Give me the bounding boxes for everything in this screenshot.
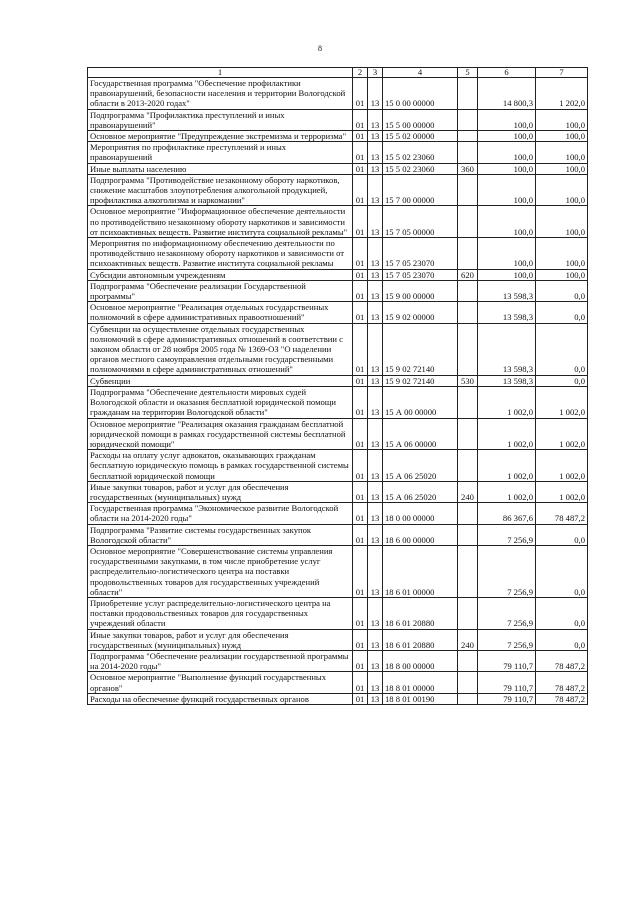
row-target-article-cell: 18 6 00 00000 — [383, 524, 458, 545]
row-expense-type-cell — [458, 78, 478, 110]
table-body — [88, 78, 588, 705]
row-amount-2-cell: 78 487,2 — [536, 672, 588, 693]
row-amount-2-cell: 100,0 — [536, 206, 588, 238]
row-section-cell: 01 — [353, 109, 368, 130]
row-amount-2-cell: 100,0 — [536, 131, 588, 142]
table-row — [88, 597, 588, 629]
row-amount-2-cell: 1 202,0 — [536, 78, 588, 110]
table-row — [88, 142, 588, 163]
table-row — [88, 302, 588, 323]
row-amount-2-cell: 100,0 — [536, 174, 588, 206]
table-row — [88, 650, 588, 671]
row-section-cell: 01 — [353, 450, 368, 482]
row-amount-2-cell: 0,0 — [536, 323, 588, 375]
row-expense-type-cell — [458, 450, 478, 482]
row-amount-1-cell: 100,0 — [478, 206, 536, 238]
row-amount-2-cell: 100,0 — [536, 238, 588, 270]
row-amount-2-cell: 100,0 — [536, 269, 588, 280]
row-amount-2-cell: 1 002,0 — [536, 481, 588, 502]
row-amount-1-cell: 1 002,0 — [478, 481, 536, 502]
row-expense-type-cell — [458, 302, 478, 323]
row-subsection-cell: 13 — [368, 238, 383, 270]
row-amount-1-cell: 7 256,9 — [478, 629, 536, 650]
table-row — [88, 163, 588, 174]
row-expense-type-cell — [458, 672, 478, 693]
table-row — [88, 450, 588, 482]
row-amount-1-cell: 100,0 — [478, 131, 536, 142]
row-expense-type-cell — [458, 524, 478, 545]
row-amount-2-cell: 0,0 — [536, 280, 588, 301]
header-cell: 2 — [353, 68, 368, 78]
row-expense-type-cell — [458, 386, 478, 418]
page-number: 8 — [318, 44, 322, 53]
row-section-cell: 01 — [353, 131, 368, 142]
row-amount-2-cell: 78 487,2 — [536, 650, 588, 671]
row-name-cell: Мероприятия по информационному обеспечению деятельности по противодействию незаконному обороту наркотиков и зависимости от психоактивных веществ. Развитие института социальной рекламы — [88, 238, 353, 270]
row-subsection-cell: 13 — [368, 450, 383, 482]
row-expense-type-cell — [458, 503, 478, 524]
row-amount-1-cell: 7 256,9 — [478, 524, 536, 545]
row-expense-type-cell — [458, 323, 478, 375]
row-expense-type-cell — [458, 545, 478, 597]
row-expense-type-cell: 240 — [458, 481, 478, 502]
row-section-cell: 01 — [353, 481, 368, 502]
row-subsection-cell: 13 — [368, 323, 383, 375]
row-subsection-cell: 13 — [368, 163, 383, 174]
table-row — [88, 280, 588, 301]
header-cell: 1 — [88, 68, 353, 78]
table-row — [88, 269, 588, 280]
row-target-article-cell: 15 5 02 23060 — [383, 142, 458, 163]
row-target-article-cell: 18 8 01 00190 — [383, 693, 458, 704]
row-name-cell: Подпрограмма "Развитие системы государственных закупок Вологодской области" — [88, 524, 353, 545]
row-name-cell: Подпрограмма "Обеспечение реализации Государственной программы" — [88, 280, 353, 301]
row-amount-1-cell: 100,0 — [478, 109, 536, 130]
row-amount-1-cell: 86 367,6 — [478, 503, 536, 524]
header-cell: 3 — [368, 68, 383, 78]
row-expense-type-cell — [458, 693, 478, 704]
row-section-cell: 01 — [353, 629, 368, 650]
table-row — [88, 545, 588, 597]
row-expense-type-cell — [458, 142, 478, 163]
row-expense-type-cell — [458, 650, 478, 671]
table-row — [88, 481, 588, 502]
row-name-cell: Приобретение услуг распределительно-логистического центра на поставки продовольственных товаров для государственных учреждений области — [88, 597, 353, 629]
row-amount-2-cell: 1 002,0 — [536, 418, 588, 450]
row-amount-2-cell: 1 002,0 — [536, 450, 588, 482]
row-name-cell: Подпрограмма "Обеспечение реализации государственной программы на 2014-2020 годы" — [88, 650, 353, 671]
row-name-cell: Основное мероприятие "Совершенствование системы управления государственными закупками, в том числе приобретение услуг распределительно-логистического центра на поставки продовольственных товаров для государственных учреждений области" — [88, 545, 353, 597]
row-subsection-cell: 13 — [368, 269, 383, 280]
row-amount-2-cell: 0,0 — [536, 629, 588, 650]
row-target-article-cell: 15 7 05 00000 — [383, 206, 458, 238]
row-target-article-cell: 15 9 02 00000 — [383, 302, 458, 323]
row-target-article-cell: 15 7 00 00000 — [383, 174, 458, 206]
row-expense-type-cell — [458, 597, 478, 629]
row-name-cell: Основное мероприятие "Выполнение функций государственных органов" — [88, 672, 353, 693]
row-section-cell: 01 — [353, 418, 368, 450]
row-section-cell: 01 — [353, 503, 368, 524]
row-expense-type-cell: 240 — [458, 629, 478, 650]
row-subsection-cell: 13 — [368, 481, 383, 502]
row-amount-1-cell: 79 110,7 — [478, 693, 536, 704]
table-row — [88, 323, 588, 375]
table-row — [88, 375, 588, 386]
row-expense-type-cell — [458, 238, 478, 270]
row-subsection-cell: 13 — [368, 206, 383, 238]
row-amount-2-cell: 0,0 — [536, 597, 588, 629]
row-amount-2-cell: 0,0 — [536, 302, 588, 323]
row-subsection-cell: 13 — [368, 650, 383, 671]
row-amount-1-cell: 79 110,7 — [478, 650, 536, 671]
row-section-cell: 01 — [353, 174, 368, 206]
row-amount-1-cell: 13 598,3 — [478, 280, 536, 301]
row-amount-1-cell: 1 002,0 — [478, 450, 536, 482]
row-section-cell: 01 — [353, 269, 368, 280]
row-subsection-cell: 13 — [368, 131, 383, 142]
row-section-cell: 01 — [353, 163, 368, 174]
header-cell: 6 — [478, 68, 536, 78]
row-target-article-cell: 18 8 00 00000 — [383, 650, 458, 671]
row-amount-2-cell: 78 487,2 — [536, 693, 588, 704]
header-cell: 7 — [536, 68, 588, 78]
row-expense-type-cell — [458, 109, 478, 130]
row-target-article-cell: 15 0 00 00000 — [383, 78, 458, 110]
row-expense-type-cell: 620 — [458, 269, 478, 280]
table-row — [88, 174, 588, 206]
row-name-cell: Подпрограмма "Обеспечение деятельности мировых судей Вологодской области и оказания бесплатной юридической помощи гражданам на территории Вологодской области" — [88, 386, 353, 418]
row-name-cell: Государственная программа "Обеспечение профилактики правонарушений, безопасности населения и территории Вологодской области в 2013-2020 годах" — [88, 78, 353, 110]
row-target-article-cell: 15 А 00 00000 — [383, 386, 458, 418]
row-subsection-cell: 13 — [368, 280, 383, 301]
table-row — [88, 672, 588, 693]
row-name-cell: Субсидии автономным учреждениям — [88, 269, 353, 280]
row-expense-type-cell: 360 — [458, 163, 478, 174]
row-target-article-cell: 15 5 02 23060 — [383, 163, 458, 174]
row-subsection-cell: 13 — [368, 386, 383, 418]
row-amount-1-cell: 14 800,3 — [478, 78, 536, 110]
row-section-cell: 01 — [353, 524, 368, 545]
row-subsection-cell: 13 — [368, 693, 383, 704]
row-section-cell: 01 — [353, 142, 368, 163]
row-subsection-cell: 13 — [368, 302, 383, 323]
row-amount-1-cell: 1 002,0 — [478, 418, 536, 450]
row-section-cell: 01 — [353, 672, 368, 693]
row-section-cell: 01 — [353, 323, 368, 375]
row-name-cell: Расходы на обеспечение функций государственных органов — [88, 693, 353, 704]
header-cell: 5 — [458, 68, 478, 78]
row-expense-type-cell — [458, 131, 478, 142]
row-amount-1-cell: 7 256,9 — [478, 545, 536, 597]
table-row — [88, 418, 588, 450]
row-target-article-cell: 15 7 05 23070 — [383, 269, 458, 280]
row-amount-1-cell: 1 002,0 — [478, 386, 536, 418]
budget-table — [87, 67, 588, 705]
row-subsection-cell: 13 — [368, 375, 383, 386]
row-amount-1-cell: 100,0 — [478, 174, 536, 206]
row-amount-1-cell: 13 598,3 — [478, 375, 536, 386]
row-target-article-cell: 15 9 02 72140 — [383, 375, 458, 386]
row-target-article-cell: 18 0 00 00000 — [383, 503, 458, 524]
row-target-article-cell: 15 А 06 25020 — [383, 450, 458, 482]
row-section-cell: 01 — [353, 650, 368, 671]
row-name-cell: Основное мероприятие "Предупреждение экстремизма и терроризма" — [88, 131, 353, 142]
row-target-article-cell: 15 А 06 25020 — [383, 481, 458, 502]
row-amount-1-cell: 100,0 — [478, 163, 536, 174]
row-amount-2-cell: 100,0 — [536, 142, 588, 163]
row-target-article-cell: 15 9 02 72140 — [383, 323, 458, 375]
row-amount-1-cell: 79 110,7 — [478, 672, 536, 693]
row-target-article-cell: 15 9 00 00000 — [383, 280, 458, 301]
row-subsection-cell: 13 — [368, 672, 383, 693]
row-section-cell: 01 — [353, 280, 368, 301]
row-section-cell: 01 — [353, 693, 368, 704]
row-amount-2-cell: 0,0 — [536, 524, 588, 545]
row-amount-2-cell: 0,0 — [536, 375, 588, 386]
table-row — [88, 131, 588, 142]
row-subsection-cell: 13 — [368, 524, 383, 545]
row-name-cell: Расходы на оплату услуг адвокатов, оказывающих гражданам бесплатную юридическую помощь в рамках государственной системы бесплатной юридической помощи — [88, 450, 353, 482]
header-row — [88, 68, 588, 78]
row-expense-type-cell — [458, 174, 478, 206]
row-target-article-cell: 18 6 01 20880 — [383, 597, 458, 629]
row-section-cell: 01 — [353, 238, 368, 270]
row-amount-1-cell: 13 598,3 — [478, 323, 536, 375]
row-subsection-cell: 13 — [368, 503, 383, 524]
row-target-article-cell: 18 6 01 00000 — [383, 545, 458, 597]
row-amount-1-cell: 100,0 — [478, 238, 536, 270]
row-name-cell: Основное мероприятие "Реализация оказания гражданам бесплатной юридической помощи в рамках государственной системы бесплатной юридической помощи" — [88, 418, 353, 450]
table-row — [88, 78, 588, 110]
table-row — [88, 524, 588, 545]
row-amount-1-cell: 7 256,9 — [478, 597, 536, 629]
row-target-article-cell: 15 7 05 23070 — [383, 238, 458, 270]
table-row — [88, 629, 588, 650]
row-subsection-cell: 13 — [368, 174, 383, 206]
row-subsection-cell: 13 — [368, 142, 383, 163]
row-section-cell: 01 — [353, 78, 368, 110]
row-name-cell: Государственная программа "Экономическое развитие Вологодской области на 2014-2020 годы" — [88, 503, 353, 524]
row-section-cell: 01 — [353, 597, 368, 629]
row-section-cell: 01 — [353, 302, 368, 323]
row-target-article-cell: 15 5 00 00000 — [383, 109, 458, 130]
row-name-cell: Основное мероприятие "Информационное обеспечение деятельности по противодействию незаконному обороту наркотиков и зависимости от психоактивных веществ. Развитие института социальной рекламы" — [88, 206, 353, 238]
row-name-cell: Мероприятия по профилактике преступлений и иных правонарушений — [88, 142, 353, 163]
row-amount-2-cell: 78 487,2 — [536, 503, 588, 524]
row-target-article-cell: 15 5 02 00000 — [383, 131, 458, 142]
row-name-cell: Субвенции — [88, 375, 353, 386]
row-target-article-cell: 18 6 01 20880 — [383, 629, 458, 650]
row-section-cell: 01 — [353, 545, 368, 597]
row-section-cell: 01 — [353, 375, 368, 386]
row-target-article-cell: 18 8 01 00000 — [383, 672, 458, 693]
row-expense-type-cell — [458, 418, 478, 450]
row-name-cell: Иные выплаты населению — [88, 163, 353, 174]
row-section-cell: 01 — [353, 386, 368, 418]
row-amount-2-cell: 0,0 — [536, 545, 588, 597]
table-row — [88, 206, 588, 238]
row-amount-2-cell: 1 002,0 — [536, 386, 588, 418]
row-amount-2-cell: 100,0 — [536, 109, 588, 130]
row-name-cell: Основное мероприятие "Реализация отдельных государственных полномочий в сфере административных правоотношений" — [88, 302, 353, 323]
row-amount-1-cell: 100,0 — [478, 269, 536, 280]
row-expense-type-cell: 530 — [458, 375, 478, 386]
table-row — [88, 238, 588, 270]
row-name-cell: Подпрограмма "Профилактика преступлений и иных правонарушений" — [88, 109, 353, 130]
row-subsection-cell: 13 — [368, 78, 383, 110]
table-row — [88, 386, 588, 418]
header-cell: 4 — [383, 68, 458, 78]
row-name-cell: Субвенции на осуществление отдельных государственных полномочий в сфере административных отношений в соответствии с законом области от 28 ноября 2005 года № 1369-ОЗ "О наделении органов местного самоуправления отдельными государственными полномочиями в сфере административных отношений" — [88, 323, 353, 375]
row-name-cell: Иные закупки товаров, работ и услуг для обеспечения государственных (муниципальных) нужд — [88, 629, 353, 650]
row-amount-1-cell: 100,0 — [478, 142, 536, 163]
row-section-cell: 01 — [353, 206, 368, 238]
row-expense-type-cell — [458, 280, 478, 301]
row-subsection-cell: 13 — [368, 597, 383, 629]
row-amount-1-cell: 13 598,3 — [478, 302, 536, 323]
table-row — [88, 109, 588, 130]
row-name-cell: Иные закупки товаров, работ и услуг для обеспечения государственных (муниципальных) нужд — [88, 481, 353, 502]
row-target-article-cell: 15 А 06 00000 — [383, 418, 458, 450]
row-subsection-cell: 13 — [368, 418, 383, 450]
row-expense-type-cell — [458, 206, 478, 238]
table-row — [88, 693, 588, 704]
row-subsection-cell: 13 — [368, 109, 383, 130]
table-row — [88, 503, 588, 524]
row-subsection-cell: 13 — [368, 545, 383, 597]
row-name-cell: Подпрограмма "Противодействие незаконному обороту наркотиков, снижение масштабов злоупотребления алкогольной продукцией, профилактика алкоголизма и наркомании" — [88, 174, 353, 206]
row-subsection-cell: 13 — [368, 629, 383, 650]
row-amount-2-cell: 100,0 — [536, 163, 588, 174]
